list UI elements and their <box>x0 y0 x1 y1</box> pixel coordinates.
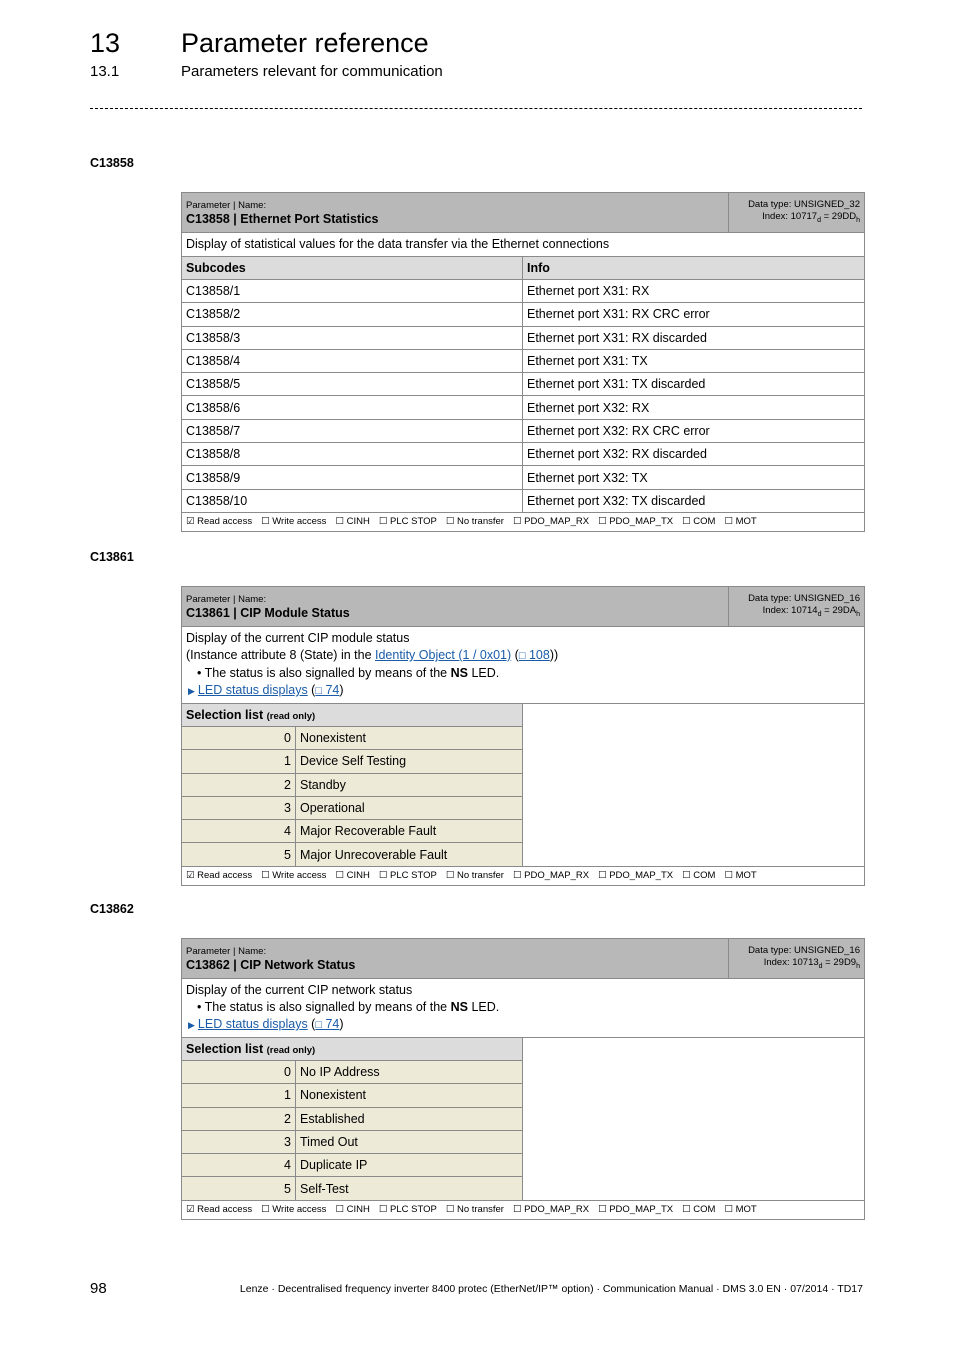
param-name-label: Parameter | Name: <box>186 593 267 605</box>
param-name: C13862 | CIP Network Status <box>186 957 356 972</box>
param-datatype: Data type: UNSIGNED_16 Index: $10713_d = 29D9_h$ <box>729 939 865 979</box>
selection-row: 5 Self-Test <box>182 1177 865 1200</box>
arrow-right-icon: ▶ <box>188 1020 195 1030</box>
page-ref-link[interactable]: □ 108 <box>518 648 550 662</box>
chapter-number: 13 <box>90 28 121 58</box>
section-number: 13.1 <box>90 63 120 80</box>
table-row: C13858/10 Ethernet port X32: TX discarded <box>182 489 865 512</box>
footer-text: Lenze · Decentralised frequency inverter 8400 protec (EtherNet/IP™ option) · Communication Manual · DMS 3.0 EN · 07/2014 · TD17 <box>239 1283 863 1295</box>
book-icon: □ <box>315 685 322 697</box>
param-heading-c13862: C13862 <box>90 902 134 916</box>
selection-list-header: Selection list (read only) <box>182 704 523 727</box>
page-ref-link[interactable]: □ 74 <box>315 1017 340 1031</box>
selection-row: 5 Major Unrecoverable Fault <box>182 843 865 866</box>
selection-row: 3 Timed Out <box>182 1130 865 1153</box>
param-heading-c13861: C13861 <box>90 550 134 564</box>
param-heading-c13858: C13858 <box>90 156 134 170</box>
arrow-right-icon: ▶ <box>188 686 195 696</box>
header-separator <box>90 108 862 109</box>
param-description: Display of the current CIP network status • The status is also signalled by means of the NS LED. ▶ LED status displays (□ 74) <box>182 979 865 1038</box>
param-table-c13861 <box>181 586 865 886</box>
led-status-link[interactable]: LED status displays <box>197 683 308 697</box>
selection-row: 0 No IP Address <box>182 1061 865 1084</box>
table-row: C13858/9 Ethernet port X32: TX <box>182 466 865 489</box>
selection-row: 3 Operational <box>182 796 865 819</box>
col-info: Info <box>523 257 865 280</box>
param-name: C13861 | CIP Module Status <box>186 605 350 620</box>
selection-row: 4 Major Recoverable Fault <box>182 820 865 843</box>
chapter-title: Parameter reference <box>181 28 429 58</box>
access-flags-row: ☑ Read access ☐ Write access ☐ CINH ☐ PLC STOP ☐ No transfer ☐ PDO_MAP_RX ☐ PDO_MAP_TX ☐ COM ☐ MOT <box>182 1200 865 1219</box>
access-flags-row: ☑ Read access ☐ Write access ☐ CINH ☐ PLC STOP ☐ No transfer ☐ PDO_MAP_RX ☐ PDO_MAP_TX ☐ COM ☐ MOT <box>182 866 865 885</box>
selection-row: 2 Standby <box>182 773 865 796</box>
table-row: C13858/7 Ethernet port X32: RX CRC error <box>182 419 865 442</box>
bullet-item: • The status is also signalled by means of the NS LED. <box>197 1000 500 1014</box>
page-number: 98 <box>90 1280 107 1297</box>
col-subcodes: Subcodes <box>182 257 523 280</box>
param-description: Display of statistical values for the data transfer via the Ethernet connections <box>182 233 865 257</box>
param-table-c13862 <box>181 938 865 1220</box>
book-icon: □ <box>518 650 526 662</box>
selection-row: 1 Nonexistent <box>182 1084 865 1107</box>
param-name-label: Parameter | Name: <box>186 199 267 211</box>
book-icon: □ <box>315 1019 322 1031</box>
table-row: C13858/8 Ethernet port X32: RX discarded <box>182 443 865 466</box>
table-row: C13858/6 Ethernet port X32: RX <box>182 396 865 419</box>
param-datatype: Data type: UNSIGNED_32 Index: $10717_d = 29DD_h$ <box>729 193 865 233</box>
led-status-link[interactable]: LED status displays <box>197 1017 308 1031</box>
section-title: Parameters relevant for communication <box>181 63 443 80</box>
selection-row: 1 Device Self Testing <box>182 750 865 773</box>
table-row: C13858/2 Ethernet port X31: RX CRC error <box>182 303 865 326</box>
param-name: C13858 | Ethernet Port Statistics <box>186 211 379 226</box>
selection-list-header: Selection list (read only) <box>182 1038 523 1061</box>
table-row: C13858/3 Ethernet port X31: RX discarded <box>182 326 865 349</box>
access-flags-row: ☑ Read access ☐ Write access ☐ CINH ☐ PLC STOP ☐ No transfer ☐ PDO_MAP_RX ☐ PDO_MAP_TX ☐ COM ☐ MOT <box>182 512 865 531</box>
table-row: C13858/4 Ethernet port X31: TX <box>182 349 865 372</box>
param-name-label: Parameter | Name: <box>186 945 267 957</box>
page-ref-link[interactable]: □ 74 <box>315 683 340 697</box>
param-description: Display of the current CIP module status (Instance attribute 8 (State) in the Identity Object (1 / 0x01) (□ 108)) • The status is also signalled by means of the NS LED. ▶ LED status displays (□ 74) <box>182 627 865 704</box>
table-row: C13858/1 Ethernet port X31: RX <box>182 280 865 303</box>
identity-object-link[interactable]: Identity Object (1 / 0x01) <box>375 648 512 662</box>
bullet-item: • The status is also signalled by means of the NS LED. <box>197 666 500 680</box>
selection-row: 4 Duplicate IP <box>182 1154 865 1177</box>
selection-row: 0 Nonexistent <box>182 727 865 750</box>
table-row: C13858/5 Ethernet port X31: TX discarded <box>182 373 865 396</box>
selection-row: 2 Established <box>182 1107 865 1130</box>
param-table-c13858 <box>181 192 865 532</box>
param-datatype: Data type: UNSIGNED_16 Index: $10714_d = 29DA_h$ <box>729 587 865 627</box>
